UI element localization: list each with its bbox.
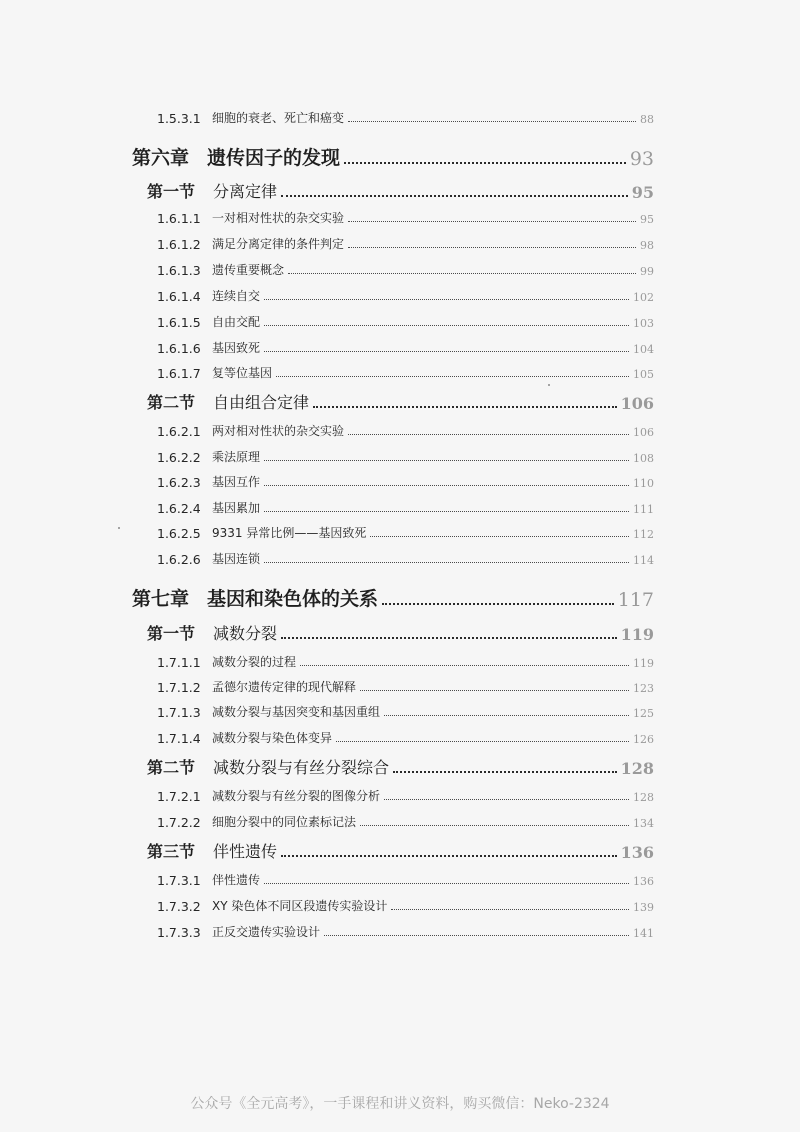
toc-sub-row[interactable] [157, 468, 654, 490]
toc-sub-row[interactable] [157, 230, 654, 252]
dot-leader [264, 883, 629, 884]
toc-sub-row[interactable] [157, 417, 654, 439]
toc-sub-row[interactable] [157, 204, 654, 226]
toc-section-row[interactable] [147, 836, 654, 862]
toc-entry-title: 两对相对性状的杂交实验 [212, 424, 345, 438]
toc-page-number: 110 [633, 477, 654, 490]
toc-sub-row[interactable] [157, 808, 654, 830]
toc-entry-title: 自由组合定律 [213, 393, 310, 412]
toc-chapter-row[interactable] [132, 140, 654, 170]
toc-entry-title: 细胞分裂中的同位素标记法 [212, 815, 357, 829]
toc-section-row[interactable] [147, 618, 654, 644]
toc-sub-row[interactable] [157, 282, 654, 304]
toc-page-number: 136 [633, 875, 654, 888]
toc-entry-number: 第二节 [147, 758, 196, 777]
toc-page-number: 98 [640, 239, 654, 252]
toc-sub-row[interactable] [157, 256, 654, 278]
toc-page-number: 88 [640, 113, 654, 126]
dot-leader [344, 162, 626, 164]
toc-page-number: 111 [633, 503, 654, 516]
toc-page-number: 128 [620, 759, 654, 778]
toc-entry-title: 基因和染色体的关系 [207, 588, 379, 610]
toc-sub-row[interactable] [157, 892, 654, 914]
toc-page-number: 125 [633, 707, 654, 720]
toc-page-number: 136 [620, 843, 654, 862]
toc-page-number: 112 [633, 528, 654, 541]
dot-leader [264, 325, 629, 326]
toc-entry-number: 1.6.1.6 [157, 341, 201, 356]
toc-sub-row[interactable] [157, 494, 654, 516]
dot-leader [264, 562, 629, 563]
toc-entry-number: 1.7.1.4 [157, 731, 201, 746]
toc-page-number: 102 [633, 291, 654, 304]
toc-entry-title: 基因互作 [212, 475, 261, 489]
dot-leader [393, 771, 617, 773]
toc-entry-title: 孟德尔遗传定律的现代解释 [212, 680, 357, 694]
toc-entry-title: 连续自交 [212, 289, 261, 303]
toc-sub-row[interactable] [157, 519, 654, 541]
dot-leader [336, 741, 629, 742]
dot-leader [348, 247, 636, 248]
dot-leader [264, 351, 629, 352]
toc-page-number: 119 [633, 657, 654, 670]
toc-entry-number: 1.7.3.2 [157, 899, 201, 914]
toc-entry-number: 1.6.1.2 [157, 237, 201, 252]
footer-watermark: 公众号《全元高考》，一手课程和讲义资料，购买微信：Neko-2324 [190, 1096, 610, 1112]
toc-entry-title: 遗传重要概念 [212, 263, 285, 277]
toc-entry-title: 正反交遗传实验设计 [212, 925, 321, 939]
toc-section-row[interactable] [147, 176, 654, 202]
toc-page-number: 117 [617, 589, 654, 611]
toc-page-number: 93 [629, 148, 654, 170]
toc-entry-title: 分离定律 [213, 182, 278, 201]
dot-leader [264, 511, 629, 512]
toc-page-number: 119 [620, 625, 654, 644]
toc-entry-number: 1.5.3.1 [157, 111, 201, 126]
toc-entry-title: 一对相对性状的杂交实验 [212, 211, 345, 225]
toc-entry-title: 基因累加 [212, 501, 261, 515]
toc-entry-number: 1.6.1.5 [157, 315, 201, 330]
toc-page-number: 123 [633, 682, 654, 695]
toc-entry-title: 伴性遗传 [213, 842, 278, 861]
dot-leader [281, 855, 617, 857]
scan-speck [548, 384, 550, 386]
toc-page-number: 104 [633, 343, 654, 356]
toc-entry-title: 乘法原理 [212, 450, 261, 464]
toc-entry-title: 细胞的衰老、死亡和癌变 [212, 111, 345, 125]
toc-sub-row[interactable] [157, 104, 654, 126]
dot-leader [300, 665, 629, 666]
toc-page-number: 134 [633, 817, 654, 830]
dot-leader [348, 221, 636, 222]
toc-sub-row[interactable] [157, 782, 654, 804]
toc-page-number: 106 [620, 394, 654, 413]
toc-entry-number: 第一节 [147, 624, 196, 643]
toc-entry-number: 1.7.2.2 [157, 815, 201, 830]
toc-entry-number: 1.7.1.2 [157, 680, 201, 695]
dot-leader [281, 637, 617, 639]
toc-entry-number: 1.6.2.6 [157, 552, 201, 567]
toc-entry-title: 9331 异常比例——基因致死 [212, 526, 367, 540]
toc-entry-title: 基因致死 [212, 341, 261, 355]
toc-entry-number: 1.6.2.2 [157, 450, 201, 465]
dot-leader [384, 715, 629, 716]
toc-section-row[interactable] [147, 387, 654, 413]
toc-entry-number: 1.6.1.4 [157, 289, 201, 304]
toc-sub-row[interactable] [157, 918, 654, 940]
dot-leader [348, 121, 636, 122]
toc-page-number: 105 [633, 368, 654, 381]
dot-leader [281, 195, 628, 197]
toc-sub-row[interactable] [157, 443, 654, 465]
toc-entry-number: 1.7.1.3 [157, 705, 201, 720]
toc-page-number: 139 [633, 901, 654, 914]
toc-page-number: 95 [631, 183, 654, 202]
toc-entry-title: 减数分裂 [213, 624, 278, 643]
toc-entry-title: 减数分裂与基因突变和基因重组 [212, 705, 381, 719]
toc-entry-number: 1.6.2.3 [157, 475, 201, 490]
toc-entry-number: 1.6.2.5 [157, 526, 201, 541]
toc-entry-number: 1.6.1.7 [157, 366, 201, 381]
dot-leader [360, 690, 629, 691]
dot-leader [382, 603, 614, 605]
toc-entry-title: 满足分离定律的条件判定 [212, 237, 345, 251]
toc-entry-title: 自由交配 [212, 315, 261, 329]
dot-leader [276, 376, 629, 377]
toc-entry-title: 复等位基因 [212, 366, 273, 380]
toc-entry-number: 1.6.1.1 [157, 211, 201, 226]
toc-entry-number: 第三节 [147, 842, 196, 861]
toc-entry-number: 第七章 [132, 588, 190, 610]
toc-entry-title: XY 染色体不同区段遗传实验设计 [212, 899, 388, 913]
toc-entry-number: 1.6.2.4 [157, 501, 201, 516]
toc-page-number: 141 [633, 927, 654, 940]
toc-page-number: 128 [633, 791, 654, 804]
toc-page-number: 108 [633, 452, 654, 465]
toc-sub-row[interactable] [157, 545, 654, 567]
toc-entry-title: 减数分裂与染色体变异 [212, 731, 333, 745]
dot-leader [391, 909, 629, 910]
toc-entry-number: 1.6.1.3 [157, 263, 201, 278]
toc-entry-number: 1.7.3.3 [157, 925, 201, 940]
toc-page-number: 114 [633, 554, 654, 567]
dot-leader [313, 406, 617, 408]
toc-entry-title: 遗传因子的发现 [207, 147, 341, 169]
dot-leader [264, 460, 629, 461]
toc-sub-row[interactable] [157, 866, 654, 888]
dot-leader [264, 299, 629, 300]
toc-page-number: 103 [633, 317, 654, 330]
toc-sub-row[interactable] [157, 673, 654, 695]
toc-entry-number: 第六章 [132, 147, 190, 169]
dot-leader [324, 935, 629, 936]
dot-leader [360, 825, 629, 826]
toc-entry-number: 1.7.3.1 [157, 873, 201, 888]
dot-leader [348, 434, 629, 435]
toc-chapter-row[interactable] [132, 581, 654, 611]
toc-page-number: 106 [633, 426, 654, 439]
scan-speck [118, 527, 120, 529]
dot-leader [264, 485, 629, 486]
toc-entry-number: 1.7.2.1 [157, 789, 201, 804]
toc-entry-number: 第一节 [147, 182, 196, 201]
toc-page-number: 126 [633, 733, 654, 746]
dot-leader [370, 536, 629, 537]
toc-page-number: 95 [640, 213, 654, 226]
toc-entry-title: 基因连锁 [212, 552, 261, 566]
toc-section-row[interactable] [147, 752, 654, 778]
toc-entry-number: 1.7.1.1 [157, 655, 201, 670]
toc-sub-row[interactable] [157, 648, 654, 670]
toc-page-number: 99 [640, 265, 654, 278]
toc-entry-title: 减数分裂的过程 [212, 655, 297, 669]
toc-sub-row[interactable] [157, 698, 654, 720]
toc-entry-number: 1.6.2.1 [157, 424, 201, 439]
dot-leader [288, 273, 636, 274]
toc-sub-row[interactable] [157, 334, 654, 356]
toc-entry-title: 减数分裂与有丝分裂综合 [213, 758, 390, 777]
toc-entry-title: 伴性遗传 [212, 873, 261, 887]
toc-sub-row[interactable] [157, 724, 654, 746]
dot-leader [384, 799, 629, 800]
toc-entry-number: 第二节 [147, 393, 196, 412]
toc-sub-row[interactable] [157, 359, 654, 381]
toc-sub-row[interactable] [157, 308, 654, 330]
toc-entry-title: 减数分裂与有丝分裂的图像分析 [212, 789, 381, 803]
